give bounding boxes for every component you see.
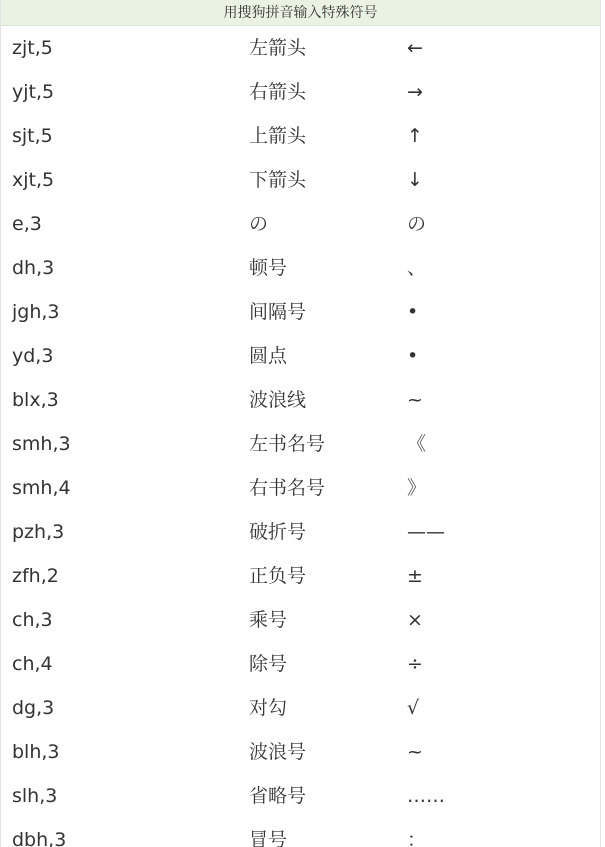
pinyin-code-cell: xjt,5 — [12, 169, 55, 191]
table-row — [1, 246, 600, 290]
table-row — [1, 598, 600, 642]
symbol-name-cell: 波浪号 — [249, 741, 307, 763]
symbol-glyph-cell: ← — [407, 37, 423, 59]
pinyin-code-cell: dh,3 — [12, 257, 55, 279]
symbol-name-cell: 破折号 — [249, 521, 307, 543]
symbol-glyph-cell: × — [407, 609, 423, 631]
symbol-name-cell: 对勾 — [249, 697, 288, 719]
symbol-glyph-cell: ↓ — [407, 169, 423, 191]
table-row — [1, 466, 600, 510]
table-row — [1, 290, 600, 334]
symbol-name-cell: 右书名号 — [249, 477, 326, 499]
symbols-table — [1, 26, 600, 847]
pinyin-code-cell: jgh,3 — [12, 301, 60, 323]
table-row — [1, 642, 600, 686]
symbol-glyph-cell: → — [407, 81, 423, 103]
symbol-glyph-cell: ± — [407, 565, 423, 587]
pinyin-code-cell: pzh,3 — [12, 521, 65, 543]
symbol-glyph-cell: • — [407, 345, 419, 367]
table-row — [1, 554, 600, 598]
symbol-glyph-cell: ÷ — [407, 653, 423, 675]
table-row — [1, 510, 600, 554]
table-row — [1, 730, 600, 774]
pinyin-code-cell: smh,4 — [12, 477, 71, 499]
pinyin-code-cell: zfh,2 — [12, 565, 59, 587]
table-row — [1, 774, 600, 818]
pinyin-code-cell: ch,4 — [12, 653, 53, 675]
table-row — [1, 334, 600, 378]
table-row — [1, 818, 600, 847]
symbol-name-cell: 乘号 — [249, 609, 288, 631]
symbol-glyph-cell: 《 — [407, 433, 427, 455]
table-row — [1, 422, 600, 466]
pinyin-code-cell: zjt,5 — [12, 37, 53, 59]
symbol-name-cell: 上箭头 — [249, 125, 307, 147]
symbol-name-cell: 圆点 — [249, 345, 288, 367]
table-row — [1, 202, 600, 246]
symbol-name-cell: 省略号 — [249, 785, 307, 807]
symbol-glyph-cell: 》 — [407, 477, 427, 499]
pinyin-code-cell: blx,3 — [12, 389, 59, 411]
table-row — [1, 686, 600, 730]
pinyin-code-cell: dbh,3 — [12, 829, 67, 847]
table-row — [1, 70, 600, 114]
symbol-name-cell: 间隔号 — [249, 301, 307, 323]
symbol-name-cell: の — [249, 213, 269, 235]
symbol-glyph-cell: ： — [407, 829, 427, 847]
symbol-glyph-cell: ~ — [407, 389, 423, 411]
table-row — [1, 26, 600, 70]
pinyin-code-cell: ch,3 — [12, 609, 53, 631]
pinyin-code-cell: dg,3 — [12, 697, 55, 719]
symbol-glyph-cell: …… — [407, 785, 445, 807]
symbol-glyph-cell: —— — [407, 521, 445, 543]
symbol-glyph-cell: の — [407, 213, 427, 235]
symbol-name-cell: 左箭头 — [249, 37, 307, 59]
pinyin-code-cell: smh,3 — [12, 433, 71, 455]
pinyin-code-cell: e,3 — [12, 213, 42, 235]
table-row — [1, 158, 600, 202]
symbol-name-cell: 左书名号 — [249, 433, 326, 455]
symbol-name-cell: 右箭头 — [249, 81, 307, 103]
pinyin-code-cell: sjt,5 — [12, 125, 53, 147]
symbol-name-cell: 下箭头 — [249, 169, 307, 191]
symbol-glyph-cell: ~ — [407, 741, 423, 763]
table-row — [1, 114, 600, 158]
pinyin-code-cell: blh,3 — [12, 741, 60, 763]
pinyin-code-cell: slh,3 — [12, 785, 58, 807]
symbol-name-cell: 顿号 — [249, 257, 288, 279]
symbol-name-cell: 除号 — [249, 653, 288, 675]
pinyin-code-cell: yjt,5 — [12, 81, 55, 103]
symbol-name-cell: 冒号 — [249, 829, 288, 847]
symbol-glyph-cell: √ — [407, 697, 420, 719]
symbol-name-cell: 正负号 — [249, 565, 307, 587]
symbol-glyph-cell: 、 — [407, 257, 427, 279]
table-caption: 用搜狗拼音输入特殊符号 — [1, 0, 600, 26]
symbol-name-cell: 波浪线 — [249, 389, 307, 411]
pinyin-code-cell: yd,3 — [12, 345, 54, 367]
table-row — [1, 378, 600, 422]
symbol-glyph-cell: ↑ — [407, 125, 423, 147]
symbol-glyph-cell: • — [407, 301, 419, 323]
symbols-table-body — [1, 26, 600, 847]
